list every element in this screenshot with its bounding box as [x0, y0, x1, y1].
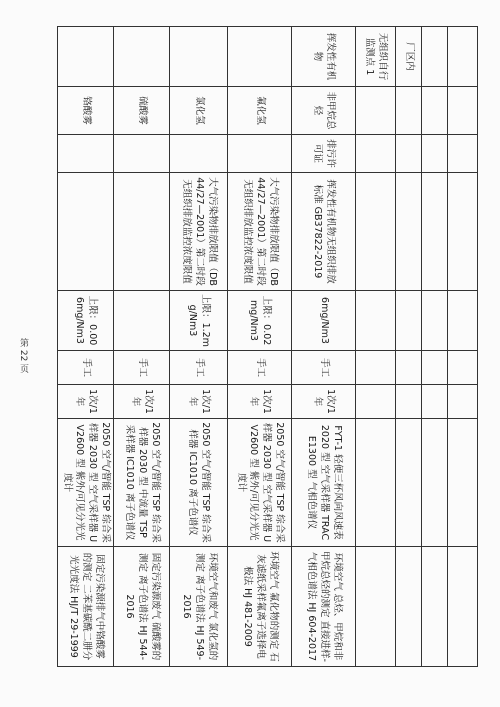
table-cell: 1次/1年: [292, 385, 356, 419]
table-row: [114, 27, 170, 667]
table-cell: [57, 135, 113, 173]
table-cell: 非甲烷总烃: [292, 87, 356, 135]
table-cell: [356, 87, 396, 135]
table-cell: 6mg/Nm3: [292, 291, 356, 351]
table-cell: [422, 135, 448, 173]
table-cell: [396, 385, 422, 419]
table-cell: [170, 135, 228, 173]
table-cell: [396, 351, 422, 385]
table-cell: 2050 空气/智能 TSP 综合采样器 2030 型 中流量 TSP 采样器 IC1010 离子色谱仪: [114, 419, 170, 547]
table-cell: [170, 27, 228, 87]
table-cell: 环境空气 氟化物的测定 石灰滤纸采样氟离子选择电极法 HJ 481-2009: [228, 547, 292, 667]
table-cell: [356, 173, 396, 291]
table-cell: [356, 351, 396, 385]
table-cell: 手工: [228, 351, 292, 385]
table-cell: 上限：0.006mg/Nm3: [57, 291, 113, 351]
table-cell: [114, 27, 170, 87]
table-cell: 上限：0.02mg/Nm3: [228, 291, 292, 351]
table-cell: [422, 291, 448, 351]
table-cell: [448, 291, 478, 351]
table-cell: [356, 135, 396, 173]
table-cell: [422, 419, 448, 547]
table-cell: 氟化氢: [228, 87, 292, 135]
table-cell: 排污许可证: [292, 135, 356, 173]
table-cell: 硫酸雾: [114, 87, 170, 135]
table-cell: 环境空气和废气 氯化氢的测定 离子色谱法 HJ 549-2016: [170, 547, 228, 667]
table-cell: 手工: [292, 351, 356, 385]
table-cell: [114, 135, 170, 173]
table-cell: [448, 173, 478, 291]
table-cell: 环境空气 总烃、甲烷和非甲烷总烃的测定 直接进样-气相色谱法 HJ 604-2017: [292, 547, 356, 667]
table-cell: 1次/1年: [114, 385, 170, 419]
table-cell: 挥发性有机物无组织排放标准 GB37822-2019: [292, 173, 356, 291]
table-cell: 氯化氢: [170, 87, 228, 135]
table-cell: 上限：1.2mg/Nm3: [170, 291, 228, 351]
table-cell: [448, 419, 478, 547]
table-cell: [396, 419, 422, 547]
table-cell: [228, 135, 292, 173]
table-row: [170, 27, 228, 667]
table-cell: 大气污染物排放限值（DB44/27—2001）第二时段无组织排放监控浓度限值: [170, 173, 228, 291]
table-cell: 1次/1年: [228, 385, 292, 419]
table-cell: 手工: [170, 351, 228, 385]
table-cell: [448, 87, 478, 135]
table-cell: 固定污染源废气 硫酸雾的测定 离子色谱法 HJ 544-2016: [114, 547, 170, 667]
table-cell: 厂区内: [396, 27, 422, 87]
table-cell: [448, 135, 478, 173]
table-row: [356, 27, 396, 667]
table-cell: [396, 547, 422, 667]
table-cell: [356, 547, 396, 667]
table-row: [292, 27, 356, 667]
table-cell: [114, 173, 170, 291]
page-number: 第 22 页: [18, 338, 28, 374]
table-cell: [396, 173, 422, 291]
table-cell: [448, 27, 478, 87]
table-cell: [422, 173, 448, 291]
table-cell: [448, 547, 478, 667]
table-cell: [448, 351, 478, 385]
table-cell: [396, 87, 422, 135]
table-cell: [356, 291, 396, 351]
table-cell: [422, 385, 448, 419]
table-row: [422, 27, 448, 667]
table-cell: 2050 空气/智能 TSP 综合采样器 IC1010 离子色谱仪: [170, 419, 228, 547]
table-cell: 铬酸雾: [57, 87, 113, 135]
table-cell: 1次/1年: [57, 385, 113, 419]
table-cell: [396, 291, 422, 351]
table-cell: [422, 351, 448, 385]
monitoring-table: [57, 26, 478, 667]
table-cell: 手工: [57, 351, 113, 385]
table-cell: [57, 173, 113, 291]
table-cell: [114, 291, 170, 351]
table-cell: 2050 空气/智能 TSP 综合采样器 2030 型 空气采样器 UV2600 型 紫外/可见分光光度计: [57, 419, 113, 547]
table-cell: [422, 547, 448, 667]
table-cell: [422, 27, 448, 87]
table-row: [57, 27, 113, 667]
table-cell: [396, 135, 422, 173]
table-cell: 固定污染源排气中铬酸雾的测定 二苯基碳酰二肼分光光度法 HJ/T 29-1999: [57, 547, 113, 667]
table-cell: 2050 空气/智能 TSP 综合采样器 2030 型 空气采样器 UV2600 型 紫外/可见分光光度计: [228, 419, 292, 547]
table-cell: 挥发性有机物: [292, 27, 356, 87]
table-cell: [422, 87, 448, 135]
table-cell: FYT-1 轻便三杯风向风速表 2020 型 空气采样器 TRACE1300 型 气相色谱仪: [292, 419, 356, 547]
table-row: [396, 27, 422, 667]
table-cell: 大气污染物排放限值（DB44/27—2001）第二时段无组织排放监控浓度限值: [228, 173, 292, 291]
table-cell: [57, 27, 113, 87]
table-cell: 无组织自行监测点 1: [356, 27, 396, 87]
table-cell: [228, 27, 292, 87]
table-cell: 1次/1年: [170, 385, 228, 419]
table-cell: [356, 419, 396, 547]
table-row: [448, 27, 478, 667]
table-cell: [356, 385, 396, 419]
table-row: [228, 27, 292, 667]
table-cell: 手工: [114, 351, 170, 385]
table-cell: [448, 385, 478, 419]
